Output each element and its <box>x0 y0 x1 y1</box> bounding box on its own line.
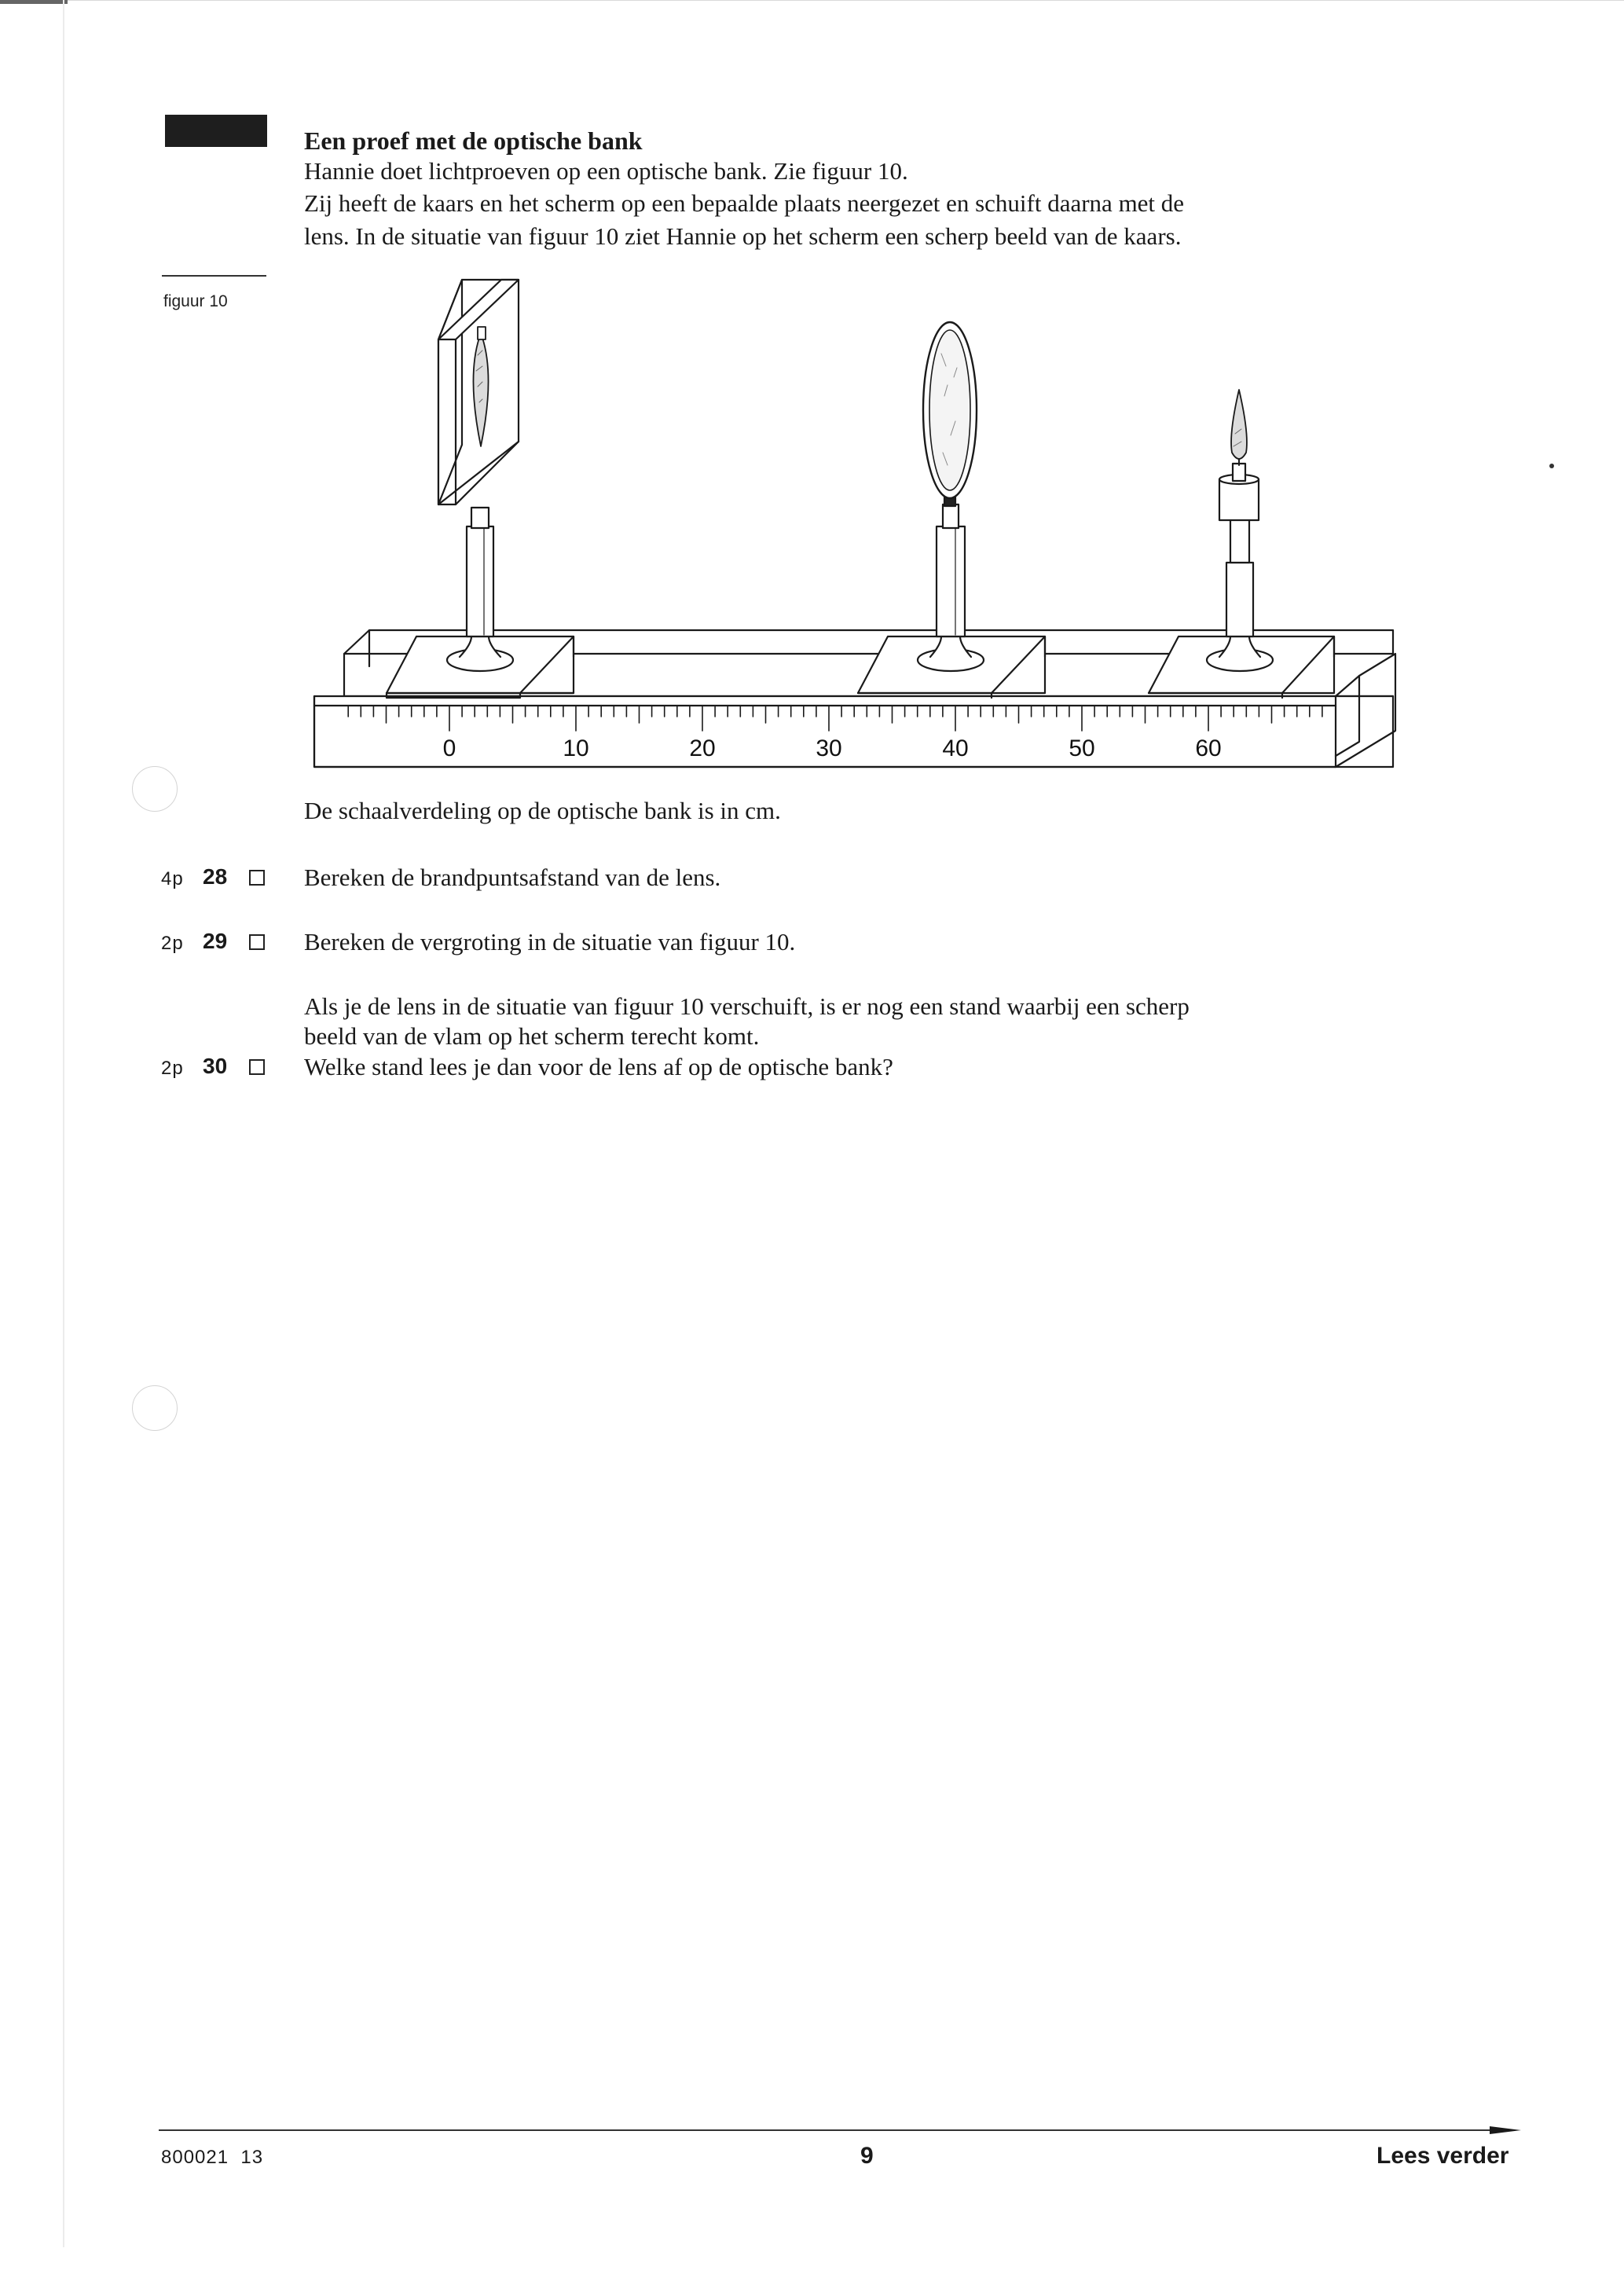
question-29-points: 2p <box>161 933 184 954</box>
question-30-checkbox[interactable] <box>249 1059 265 1075</box>
scan-shadow-left <box>63 0 64 2247</box>
lens <box>923 322 977 498</box>
scan-top-line <box>68 0 1624 1</box>
question-28-points: 4p <box>161 868 184 889</box>
question-30-context-line-2: beeld van de vlam op het scherm terecht komt. <box>304 1022 760 1050</box>
scan-speck <box>1549 464 1554 468</box>
candle <box>1219 390 1259 520</box>
scale-label-40: 40 <box>942 735 969 761</box>
intro-line-2: Zij heeft de kaars en het scherm op een bepaalde plaats neergezet en schuift daarna met de <box>304 189 1185 217</box>
figure-label-rule <box>162 275 266 277</box>
question-28-text: Bereken de brandpuntsafstand van de lens. <box>304 864 721 891</box>
intro-line-3: lens. In de situatie van figuur 10 ziet Hannie op het scherm een scherp beeld van de kaars. <box>304 222 1182 250</box>
footer-rule <box>159 2129 1494 2131</box>
scale-label-50: 50 <box>1069 735 1095 761</box>
scale-label-60: 60 <box>1195 735 1222 761</box>
question-29-text: Bereken de vergroting in de situatie van figuur 10. <box>304 928 796 955</box>
question-28-number: 28 <box>203 864 228 889</box>
screen-board <box>438 280 519 504</box>
scale-label-30: 30 <box>816 735 842 761</box>
scale-label-10: 10 <box>563 735 589 761</box>
question-30-context-line-1: Als je de lens in de situatie van figuur 10 verschuift, is er nog een stand waarbij een scherp <box>304 992 1190 1020</box>
punch-hole-top <box>132 766 178 812</box>
optical-bench-figure <box>299 267 1414 786</box>
section-title: Een proef met de optische bank <box>304 127 643 155</box>
question-29-number: 29 <box>203 929 228 953</box>
continue-label: Lees verder <box>1377 2143 1509 2169</box>
question-29-checkbox[interactable] <box>249 934 265 950</box>
figure-label: figuur 10 <box>163 292 228 310</box>
scale-label-0: 0 <box>442 735 456 761</box>
question-28-checkbox[interactable] <box>249 870 265 886</box>
intro-line-1: Hannie doet lichtproeven op een optische bank. Zie figuur 10. <box>304 157 908 185</box>
scale-unit-note: De schaalverdeling op de optische bank is in cm. <box>304 797 781 824</box>
continue-arrow-icon <box>1490 2122 1521 2139</box>
question-30-text: Welke stand lees je dan voor de lens af op de optische bank? <box>304 1053 893 1080</box>
section-marker-bar <box>165 115 267 147</box>
question-30-points: 2p <box>161 1058 184 1079</box>
scan-edge-left <box>0 0 68 4</box>
punch-hole-bottom <box>132 1385 178 1431</box>
page-number: 9 <box>860 2143 874 2169</box>
footer-code: 800021 13 <box>161 2147 264 2168</box>
question-30-number: 30 <box>203 1054 228 1078</box>
scale-label-20: 20 <box>689 735 716 761</box>
